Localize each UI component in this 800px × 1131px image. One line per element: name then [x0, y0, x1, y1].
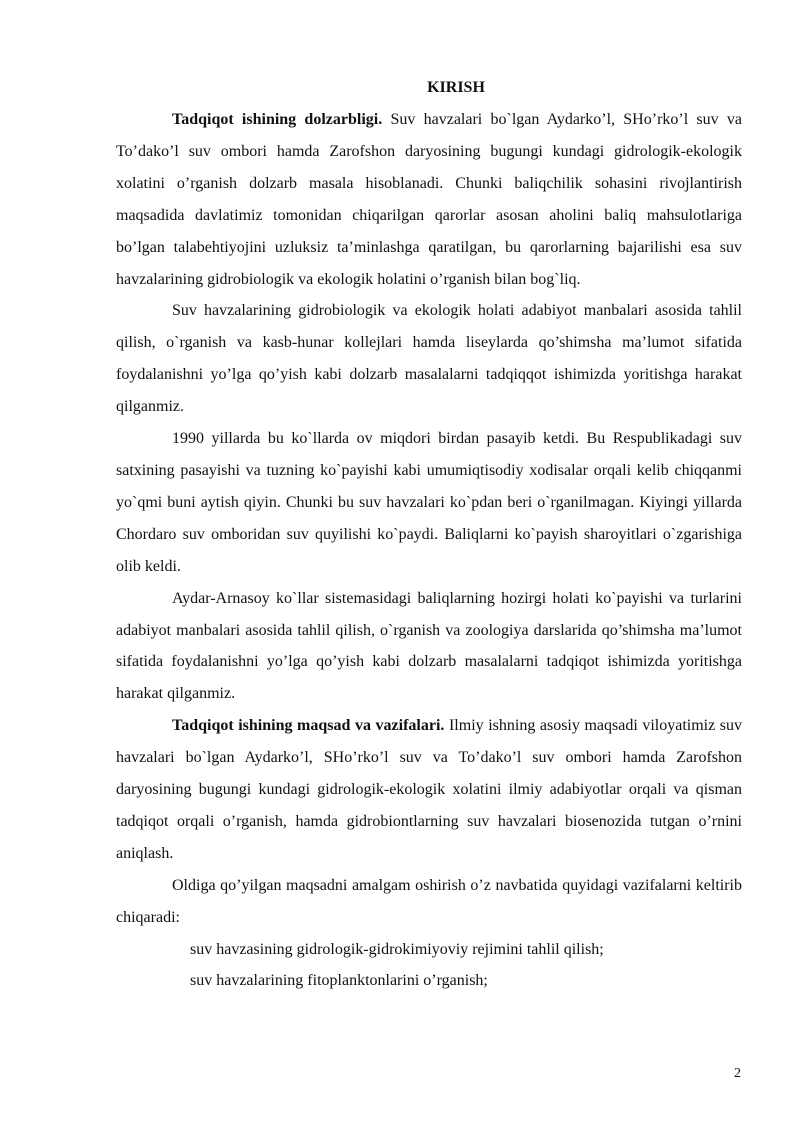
paragraph-text: 1990 yillarda bu ko`llarda ov miqdori birdan pasayib ketdi. Bu Respublikadagi suv satxining pasayishi va tuzning ko`payishi kabi umumiqtisodiy xodisalar orqali kelib chiqqanmi yo`qmi buni aytish qiyin. Chunki bu suv havzalari ko`pdan beri o`rganilmagan. Kiyingi yillarda Chordaro suv omboridan suv quyilishi ko`paydi. Baliqlarni ko`payish sharoyitlari o`zgarishiga olib keldi.: [116, 430, 742, 575]
page-number: 2: [734, 1066, 741, 1081]
document-page: [116, 72, 742, 997]
paragraph-goals: [116, 710, 742, 870]
paragraph-text: Aydar-Arnasoy ko`llar sistemasidagi baliqlarning hozirgi holati ko`payishi va turlarini adabiyot manbalari asosida tahlil qilish, o`rganish va zoologiya darslarida qo’shimsha ma’lumot sifatida foydalanishni yo’lga qo’yish kabi dolzarb masalalarni tadqiqot ishimizda yoritishga harakat qilganmiz.: [116, 589, 742, 703]
list-item: suv havzasining gidrologik-gidrokimiyoviy rejimini tahlil qilish;: [190, 940, 604, 958]
list-item: suv havzalarining fitoplanktonlarini o’rganish;: [190, 972, 488, 990]
paragraph-6: [116, 870, 742, 934]
paragraph-4: [116, 583, 742, 711]
paragraph-2: [116, 295, 742, 423]
paragraph-text: Oldiga qo’yilgan maqsadni amalgam oshirish o’z navbatida quyidagi vazifalarni keltirib chiqaradi:: [116, 876, 742, 926]
paragraph-lead: Tadqiqot ishining maqsad va vazifalari.: [172, 717, 445, 735]
paragraph-text: Ilmiy ishning asosiy maqsadi viloyatimiz suv havzalari bo`lgan Aydarko’l, SHo’rko’l suv va To’dako’l suv ombori hamda Zarofshon daryosining bugungi kundagi gidrologik-ekologik xolatini ilmiy adabiyotlar orqali va qisman tadqiqot orqali o’rganish, hamda gidrobiontlarning suv havzalari biosenozida tutgan o’rnini aniqlash.: [116, 717, 742, 862]
paragraph-text: Suv havzalarining gidrobiologik va ekologik holati adabiyot manbalari asosida tahlil qilish, o`rganish va kasb-hunar kollejlari hamda liseylarda qo’shimsha ma’lumot sifatida foydalanishni yo’lga qo’yish kabi dolzarb masalalarni tadqiqqot ishimizda yoritishga harakat qilganmiz.: [116, 302, 742, 416]
paragraph-text: Suv havzalari bo`lgan Aydarko’l, SHo’rko’l suv va To’dako’l suv ombori hamda Zarofshon daryosining bugungi kundagi gidrologik-ekologik xolatini o’rganish dolzarb masala hisoblanadi. Chunki baliqchilik sohasini rivojlantirish maqsadida davlatimiz tomonidan chiqarilgan qarorlar asosan aholini baliq mahsulotlariga bo’lgan talabehtiyojini uzluksiz ta’minlashga qaratilgan, bu qarorlarning bajarilishi esa suv havzalarining gidrobiologik va ekologik holatini o’rganish bilan bog`liq.: [116, 111, 742, 288]
page-title: KIRISH: [427, 79, 485, 96]
paragraph-3: [116, 423, 742, 583]
paragraph-lead: Tadqiqot ishining dolzarbligi.: [172, 111, 383, 128]
paragraph-relevance: [116, 104, 742, 295]
